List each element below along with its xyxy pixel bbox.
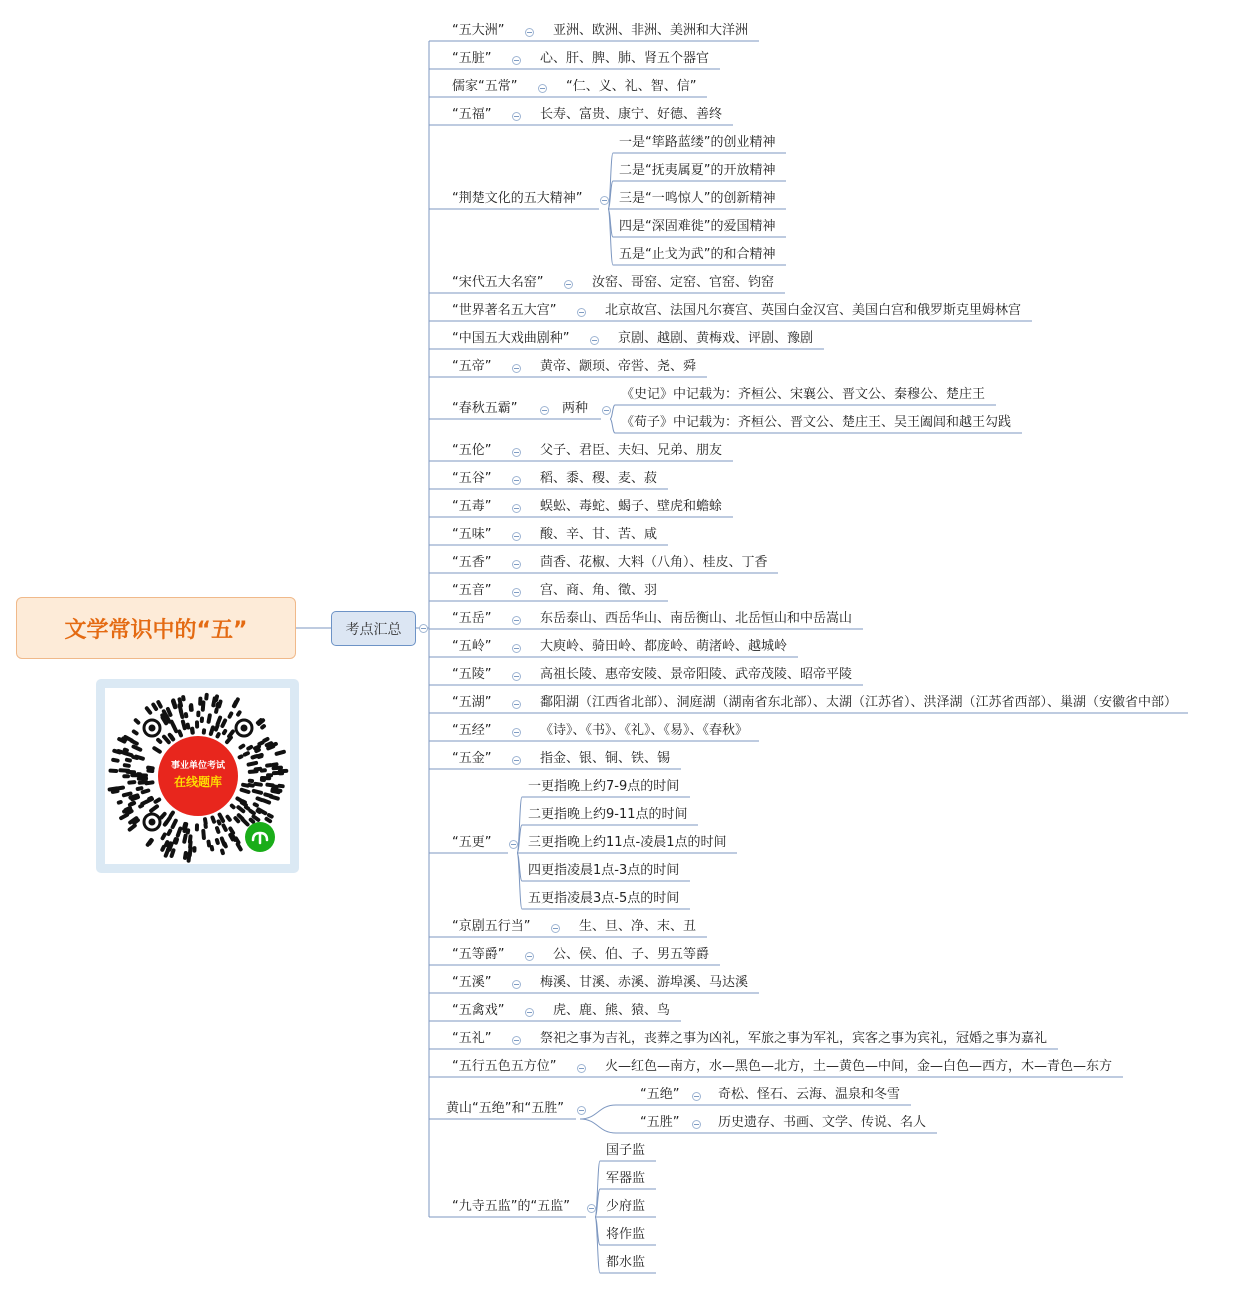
topic-detail: 蜈蚣、毒蛇、蝎子、壁虎和蟾蜍: [540, 499, 723, 514]
topic-detail: 心、肝、脾、肺、肾五个器官: [540, 51, 710, 66]
list-item: 三是“一鸣惊人”的创新精神: [619, 191, 776, 206]
list-item: 四是“深固难徙”的爱国精神: [619, 219, 776, 234]
topic-detail: 大庾岭、骑田岭、都庞岭、萌渚岭、越城岭: [540, 639, 788, 654]
topic-detail: 公、侯、伯、子、男五等爵: [553, 947, 710, 962]
topic-detail: 稻、黍、稷、麦、菽: [540, 471, 658, 486]
list-item: 少府监: [606, 1199, 646, 1214]
topic-label[interactable]: “五岭”: [452, 639, 492, 654]
topic-detail: 汝窑、哥窑、定窑、官窑、钧窑: [592, 275, 775, 290]
topic-label[interactable]: “京剧五行当”: [452, 919, 531, 934]
collapse-toggle-icon[interactable]: [551, 924, 560, 933]
topic-label[interactable]: “五味”: [452, 527, 492, 542]
topic-label[interactable]: “中国五大戏曲剧种”: [452, 331, 570, 346]
topic-label[interactable]: “五行五色五方位”: [452, 1059, 557, 1074]
connector: [580, 1119, 616, 1133]
collapse-toggle-icon[interactable]: [692, 1092, 701, 1101]
collapse-toggle-icon[interactable]: [600, 196, 609, 205]
topic-detail: 茴香、花椒、大料（八角）、桂皮、丁香: [540, 555, 768, 570]
collapse-toggle-icon[interactable]: [512, 504, 521, 513]
topic-middle-label[interactable]: 两种: [562, 401, 589, 416]
topic-detail: 生、旦、净、末、丑: [579, 919, 697, 934]
collapse-toggle-icon[interactable]: [512, 364, 521, 373]
list-item: 国子监: [606, 1143, 646, 1158]
topic-detail: 酸、辛、甘、苦、咸: [540, 527, 658, 542]
collapse-toggle-icon[interactable]: [512, 112, 521, 121]
topic-detail: 火—红色—南方，水—黑色—北方，土—黄色—中间，金—白色—西方，木—青色—东方: [605, 1059, 1113, 1074]
collapse-toggle-icon[interactable]: [512, 588, 521, 597]
qr-code: [105, 688, 290, 864]
connector: [517, 853, 522, 909]
topic-label[interactable]: “五音”: [452, 583, 492, 598]
collapse-toggle-icon[interactable]: [540, 406, 549, 415]
collapse-toggle-icon[interactable]: [590, 336, 599, 345]
list-item: 五更指凌晨3点-5点的时间: [528, 891, 680, 906]
collapse-toggle-icon[interactable]: [512, 980, 521, 989]
collapse-toggle-icon[interactable]: [512, 756, 521, 765]
collapse-toggle-icon[interactable]: [577, 308, 586, 317]
qr-code-graphic: [105, 688, 290, 864]
topic-label[interactable]: “五禽戏”: [452, 1003, 505, 1018]
topic-label[interactable]: 黄山“五绝”和“五胜”: [446, 1101, 564, 1116]
topic-detail: “仁、义、礼、智、信”: [566, 79, 697, 94]
connector: [608, 209, 613, 265]
topic-detail: 北京故宫、法国凡尔赛宫、英国白金汉宫、美国白宫和俄罗斯克里姆林宫: [605, 303, 1022, 318]
topic-detail: 父子、君臣、夫妇、兄弟、朋友: [540, 443, 723, 458]
sub-topic-item: 历史遗存、书画、文学、传说、名人: [718, 1115, 927, 1130]
collapse-toggle-icon[interactable]: [525, 952, 534, 961]
list-item: 军器监: [606, 1171, 646, 1186]
topic-label[interactable]: “五溪”: [452, 975, 492, 990]
topic-detail: 《诗》、《书》、《礼》、《易》、《春秋》: [540, 723, 749, 738]
connector: [595, 1217, 600, 1273]
root-title: 文学常识中的“五”: [64, 617, 248, 643]
collapse-toggle-icon[interactable]: [512, 728, 521, 737]
collapse-toggle-icon[interactable]: [512, 532, 521, 541]
list-item: 都水监: [606, 1255, 646, 1270]
list-item: 一更指晚上约7-9点的时间: [528, 779, 680, 794]
sub-topic-label[interactable]: “五胜”: [640, 1115, 680, 1130]
list-item: 《史记》中记载为：齐桓公、宋襄公、晋文公、秦穆公、楚庄王: [621, 387, 986, 402]
topic-detail: 鄱阳湖（江西省北部）、洞庭湖（湖南省东北部）、太湖（江苏省）、洪泽湖（江苏省西部）、巢湖（安徽省中部）: [540, 695, 1178, 710]
topic-label[interactable]: “五香”: [452, 555, 492, 570]
hub-label: 考点汇总: [345, 621, 402, 638]
collapse-toggle-icon[interactable]: [512, 644, 521, 653]
collapse-toggle-icon[interactable]: [577, 1064, 586, 1073]
topic-detail: 梅溪、甘溪、赤溪、游埠溪、马达溪: [540, 975, 749, 990]
collapse-toggle-icon[interactable]: [692, 1120, 701, 1129]
topic-label[interactable]: “荆楚文化的五大精神”: [452, 191, 583, 206]
topic-detail: 祭祀之事为吉礼，丧葬之事为凶礼，军旅之事为军礼，宾客之事为宾礼，冠婚之事为嘉礼: [540, 1031, 1048, 1046]
list-item: 五是“止戈为武”的和合精神: [619, 247, 776, 262]
collapse-toggle-icon[interactable]: [577, 1106, 586, 1115]
topic-label[interactable]: “五礼”: [452, 1031, 492, 1046]
topic-label[interactable]: 儒家“五常”: [452, 79, 518, 94]
collapse-toggle-icon[interactable]: [564, 280, 573, 289]
list-item: 将作监: [606, 1227, 646, 1242]
topic-label[interactable]: “五大洲”: [452, 23, 505, 38]
sub-topic-item: 奇松、怪石、云海、温泉和冬雪: [718, 1087, 901, 1102]
collapse-toggle-icon[interactable]: [512, 476, 521, 485]
topic-label[interactable]: “宋代五大名窑”: [452, 275, 544, 290]
collapse-toggle-icon[interactable]: [587, 1204, 596, 1213]
qr-line2: 在线题库: [173, 775, 223, 789]
collapse-toggle-icon[interactable]: [512, 56, 521, 65]
qr-line1: 事业单位考试: [170, 761, 226, 771]
list-item: 一是“筚路蓝缕”的创业精神: [619, 135, 776, 150]
qr-code-card: [96, 679, 299, 873]
collapse-toggle-icon[interactable]: [512, 448, 521, 457]
collapse-toggle-icon[interactable]: [525, 1008, 534, 1017]
topic-detail: 京剧、越剧、黄梅戏、评剧、豫剧: [618, 331, 814, 346]
topic-label[interactable]: “五湖”: [452, 695, 492, 710]
collapse-toggle-icon[interactable]: [512, 672, 521, 681]
topic-label[interactable]: “五岳”: [452, 611, 492, 626]
connector: [610, 419, 615, 433]
collapse-toggle-icon[interactable]: [512, 1036, 521, 1045]
collapse-toggle-icon[interactable]: [525, 28, 534, 37]
collapse-toggle-icon[interactable]: [512, 700, 521, 709]
list-item: 二是“抚夷属夏”的开放精神: [619, 163, 776, 178]
topic-label[interactable]: “五更”: [452, 835, 492, 850]
topic-label[interactable]: “春秋五霸”: [452, 401, 518, 416]
topic-detail: 虎、鹿、熊、猿、鸟: [553, 1003, 671, 1018]
hub-topic[interactable]: [331, 611, 416, 646]
collapse-toggle-icon[interactable]: [512, 616, 521, 625]
list-item: 《荀子》中记载为：齐桓公、晋文公、楚庄王、吴王阖闾和越王勾践: [621, 415, 1012, 430]
topic-label[interactable]: “五谷”: [452, 471, 492, 486]
topic-detail: 高祖长陵、惠帝安陵、景帝阳陵、武帝茂陵、昭帝平陵: [540, 667, 853, 682]
topic-label[interactable]: “九寺五监”的“五监”: [452, 1199, 570, 1214]
topic-detail: 长寿、富贵、康宁、好德、善终: [540, 107, 723, 122]
collapse-toggle-icon[interactable]: [602, 406, 611, 415]
list-item: 三更指晚上约11点-凌晨1点的时间: [528, 835, 727, 850]
topic-label[interactable]: “五福”: [452, 107, 492, 122]
topic-detail: 指金、银、铜、铁、锡: [540, 751, 671, 766]
topic-label[interactable]: “五帝”: [452, 359, 492, 374]
connector: [610, 405, 615, 419]
hub-collapse-toggle-icon[interactable]: [419, 624, 428, 633]
topic-detail: 东岳泰山、西岳华山、南岳衡山、北岳恒山和中岳嵩山: [540, 611, 853, 626]
topic-label[interactable]: “世界著名五大宫”: [452, 303, 557, 318]
topic-label[interactable]: “五陵”: [452, 667, 492, 682]
sub-topic-label[interactable]: “五绝”: [640, 1087, 680, 1102]
collapse-toggle-icon[interactable]: [509, 840, 518, 849]
topic-label[interactable]: “五等爵”: [452, 947, 505, 962]
topic-label[interactable]: “五脏”: [452, 51, 492, 66]
topic-label[interactable]: “五伦”: [452, 443, 492, 458]
topic-detail: 宫、商、角、徵、羽: [540, 583, 658, 598]
collapse-toggle-icon[interactable]: [512, 560, 521, 569]
topic-label[interactable]: “五毒”: [452, 499, 492, 514]
collapse-toggle-icon[interactable]: [538, 84, 547, 93]
topic-detail: 亚洲、欧洲、非洲、美洲和大洋洲: [553, 23, 749, 38]
topic-label[interactable]: “五经”: [452, 723, 492, 738]
root-topic[interactable]: [16, 597, 296, 659]
topic-detail: 黄帝、颛顼、帝喾、尧、舜: [540, 359, 697, 374]
topic-label[interactable]: “五金”: [452, 751, 492, 766]
list-item: 二更指晚上约9-11点的时间: [528, 807, 688, 822]
list-item: 四更指凌晨1点-3点的时间: [528, 863, 680, 878]
